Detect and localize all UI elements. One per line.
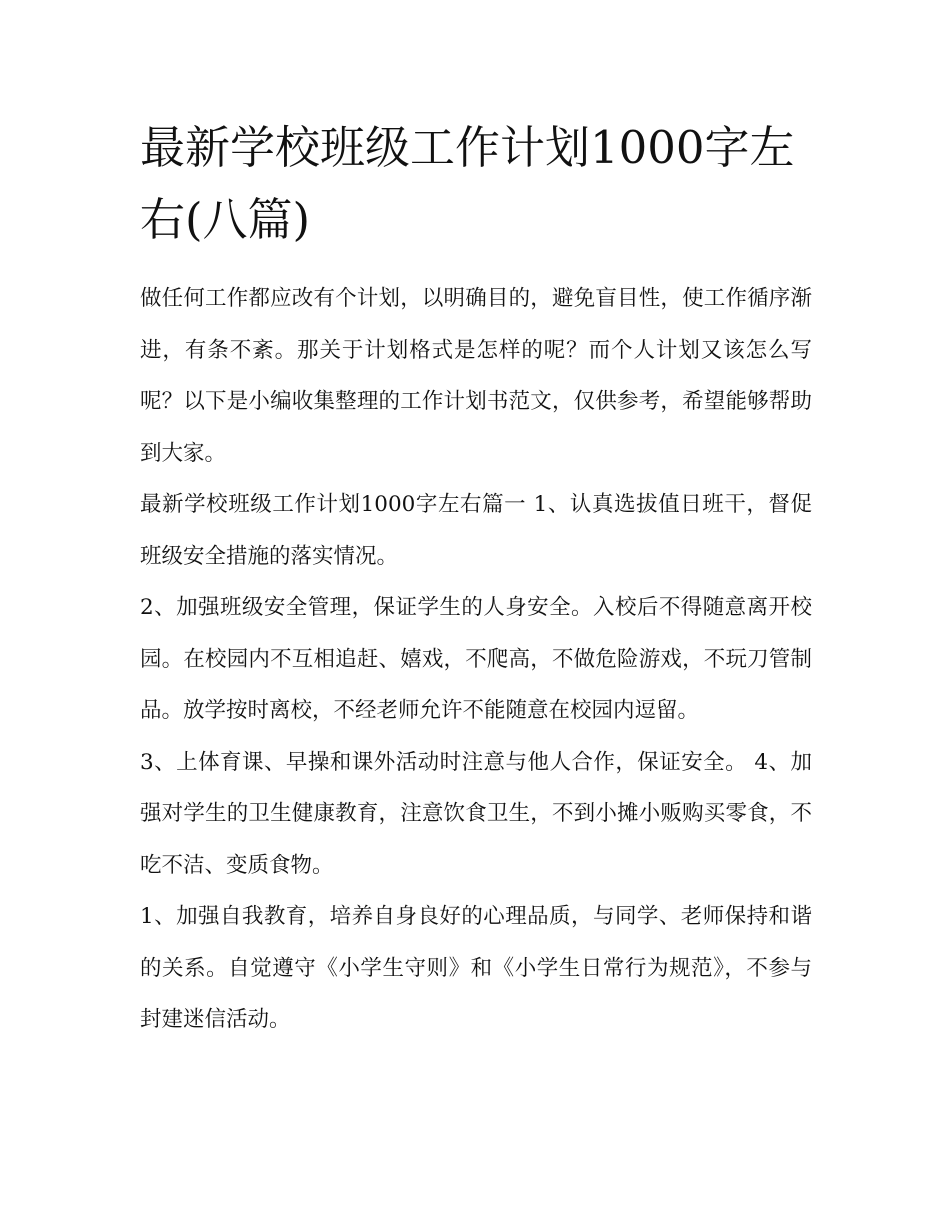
document-body (140, 273, 812, 1046)
paragraph-part-one: 最新学校班级工作计划1000字左右篇一 1、认真选拔值日班干，督促班级安全措施的落实情况。 (140, 492, 812, 569)
document-title: 最新学校班级工作计划1000字左右(八篇) (140, 121, 795, 246)
paragraph-intro: 做任何工作都应改有个计划，以明确目的，避免盲目性，使工作循序渐进，有条不紊。那关于计划格式是怎样的呢？而个人计划又该怎么写呢？以下是小编收集整理的工作计划书范文，仅供参考，希望能够帮助到大家。 (140, 286, 812, 466)
paragraph-item-1-self-education: 1、加强自我教育，培养自身良好的心理品质，与同学、老师保持和谐的关系。自觉遵守《小学生守则》和《小学生日常行为规范》，不参与封建迷信活动。 (140, 904, 812, 1032)
paragraph-item-2: 2、加强班级安全管理，保证学生的人身安全。入校后不得随意离开校园。在校园内不互相追赶、嬉戏，不爬高，不做危险游戏，不玩刀管制品。放学按时离校，不经老师允许不能随意在校园内逗留。 (140, 595, 812, 723)
paragraph-item-3-4: 3、上体育课、早操和课外活动时注意与他人合作，保证安全。 4、加强对学生的卫生健康教育，注意饮食卫生，不到小摊小贩购买零食，不吃不洁、变质食物。 (140, 749, 812, 878)
